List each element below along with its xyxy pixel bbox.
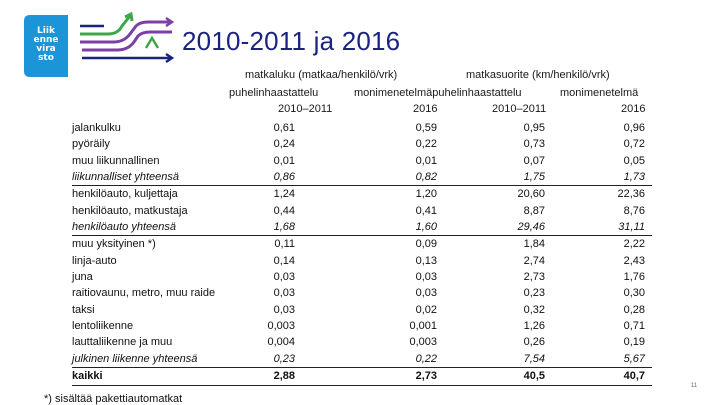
cell-matkaluku-2016: 0,82 [415,171,437,184]
row-label: linja-auto [72,254,117,267]
row-label: julkinen liikenne yhteensä [72,352,198,365]
liikennevirasto-logo [24,15,68,77]
cell-matkasuorite-2010-2011: 2,73 [523,271,545,284]
footnote: *) sisältää pakettiautomatkat [44,393,183,405]
cell-matkasuorite-2016: 22,36 [617,188,645,201]
cell-matkasuorite-2016: 0,05 [623,154,645,167]
table-row [72,368,652,385]
cell-matkasuorite-2016: 1,73 [623,171,645,184]
row-label: lauttaliikenne ja muu [72,336,173,349]
cell-matkaluku-2016: 0,003 [409,336,437,349]
cell-matkasuorite-2010-2011: 0,32 [523,303,545,316]
cell-matkasuorite-2010-2011: 29,46 [517,221,545,234]
cell-matkaluku-2016: 0,01 [415,154,437,167]
page-title: 2010-2011 ja 2016 [182,26,401,56]
cell-matkaluku-2010-2011: 0,14 [273,254,295,267]
cell-matkasuorite-2016: 8,76 [623,204,645,217]
cell-matkasuorite-2016: 0,71 [623,320,645,333]
table-row [72,136,652,152]
cell-matkasuorite-2016: 31,11 [618,221,645,234]
table-row [72,269,652,285]
table-row [72,318,652,334]
group-header-matkasuorite: matkasuorite (km/henkilö/vrk) [466,69,610,81]
cell-matkaluku-2016: 0,22 [415,138,437,151]
cell-matkaluku-2016: 0,001 [409,320,437,333]
cell-matkasuorite-2010-2011: 1,75 [523,171,545,184]
cell-matkaluku-2016: 0,03 [415,271,437,284]
cell-matkasuorite-2010-2011: 8,87 [523,204,545,217]
cell-matkasuorite-2016: 0,28 [623,303,645,316]
cell-matkasuorite-2016: 5,67 [623,352,645,365]
cell-matkaluku-2016: 1,60 [415,221,437,234]
cell-matkasuorite-2016: 2,43 [623,254,645,267]
group-header-matkaluku: matkaluku (matkaa/henkilö/vrk) [245,69,398,81]
cell-matkasuorite-2010-2011: 0,73 [523,138,545,151]
table-row [72,334,652,350]
logo-line: enne [33,35,59,45]
row-label: liikunnalliset yhteensä [72,171,180,184]
cell-matkasuorite-2010-2011: 2,74 [523,254,545,267]
row-label: juna [72,271,93,284]
cell-matkaluku-2016: 0,41 [415,204,437,217]
subheader-monimenetelma-2: monimenetelmä [560,87,639,99]
row-label: pyöräily [72,138,110,151]
row-label: muu liikunnallinen [72,154,160,167]
cell-matkaluku-2010-2011: 0,86 [273,171,295,184]
cell-matkaluku-2016: 0,22 [415,352,437,365]
cell-matkaluku-2010-2011: 0,004 [267,336,295,349]
cell-matkasuorite-2010-2011: 1,26 [523,320,545,333]
table-row [72,120,652,136]
cell-matkasuorite-2016: 2,22 [623,238,645,251]
cell-matkasuorite-2016: 0,30 [623,287,645,300]
row-label: lentoliikenne [72,320,134,333]
subheader-year-1: 2010–2011 [278,103,333,115]
cell-matkaluku-2016: 1,20 [415,188,437,201]
cell-matkasuorite-2010-2011: 0,07 [523,154,545,167]
table-row [72,203,652,219]
cell-matkasuorite-2010-2011: 20,60 [517,188,545,201]
table-row [72,351,652,368]
table-row [72,236,652,252]
cell-matkasuorite-2016: 40,7 [623,370,645,383]
cell-matkasuorite-2010-2011: 0,26 [523,336,545,349]
table-row [72,219,652,236]
table-row [72,186,652,202]
cell-matkaluku-2010-2011: 0,003 [267,320,295,333]
route-arrows-graphic [78,12,174,64]
table-row [72,302,652,318]
cell-matkasuorite-2016: 0,96 [623,122,645,134]
cell-matkaluku-2010-2011: 0,61 [273,122,295,134]
subheader-puhelinhaastattelu-1: puhelinhaastattelu [229,87,319,99]
cell-matkaluku-2016: 0,09 [415,238,437,251]
cell-matkasuorite-2010-2011: 0,95 [523,122,545,134]
row-label: henkilöauto, matkustaja [72,204,188,217]
cell-matkasuorite-2010-2011: 40,5 [523,370,545,383]
cell-matkaluku-2010-2011: 0,03 [273,287,295,300]
cell-matkasuorite-2010-2011: 1,84 [523,238,545,251]
subheader-year-3: 2010–2011 [492,103,547,115]
subheader-year-4: 2016 [621,103,646,115]
cell-matkaluku-2016: 0,13 [415,254,437,267]
cell-matkasuorite-2010-2011: 0,23 [523,287,545,300]
cell-matkaluku-2010-2011: 1,68 [273,221,295,234]
cell-matkasuorite-2016: 0,19 [623,336,645,349]
row-label: kaikki [72,370,103,383]
logo-line: sto [38,53,54,63]
table-row [72,253,652,269]
row-label: henkilöauto yhteensä [72,221,176,234]
table-row [72,153,652,169]
cell-matkaluku-2016: 0,02 [415,303,437,316]
row-label: raitiovaunu, metro, muu raide [72,287,216,300]
cell-matkaluku-2010-2011: 1,24 [273,188,295,201]
cell-matkaluku-2016: 0,03 [415,287,437,300]
cell-matkaluku-2010-2011: 0,44 [273,204,295,217]
cell-matkaluku-2016: 2,73 [415,370,437,383]
cell-matkaluku-2010-2011: 0,03 [273,271,295,284]
cell-matkaluku-2010-2011: 0,23 [273,352,295,365]
table-row [72,285,652,301]
cell-matkaluku-2010-2011: 0,24 [273,138,295,151]
cell-matkaluku-2016: 0,59 [415,122,437,134]
page-number: 11 [691,383,698,389]
table-row [72,169,652,186]
cell-matkaluku-2010-2011: 0,03 [273,303,295,316]
row-label: jalankulku [72,122,121,134]
cell-matkasuorite-2016: 1,76 [623,271,645,284]
cell-matkasuorite-2016: 0,72 [623,138,645,151]
row-label: muu yksityinen *) [72,238,156,251]
subheader-year-2: 2016 [413,103,438,115]
cell-matkaluku-2010-2011: 0,01 [273,154,295,167]
logo-line: vira [36,44,56,54]
row-label: taksi [72,303,95,316]
subheader-monimenetelma-puhelinhaastattelu: monimenetelmäpuhelinhaastattelu [354,87,522,99]
row-label: henkilöauto, kuljettaja [72,188,178,201]
data-table [72,120,652,386]
cell-matkaluku-2010-2011: 2,88 [273,370,295,383]
logo-text [24,27,68,63]
cell-matkaluku-2010-2011: 0,11 [274,238,295,251]
cell-matkasuorite-2010-2011: 7,54 [523,352,545,365]
logo-line: Liik [37,26,55,36]
